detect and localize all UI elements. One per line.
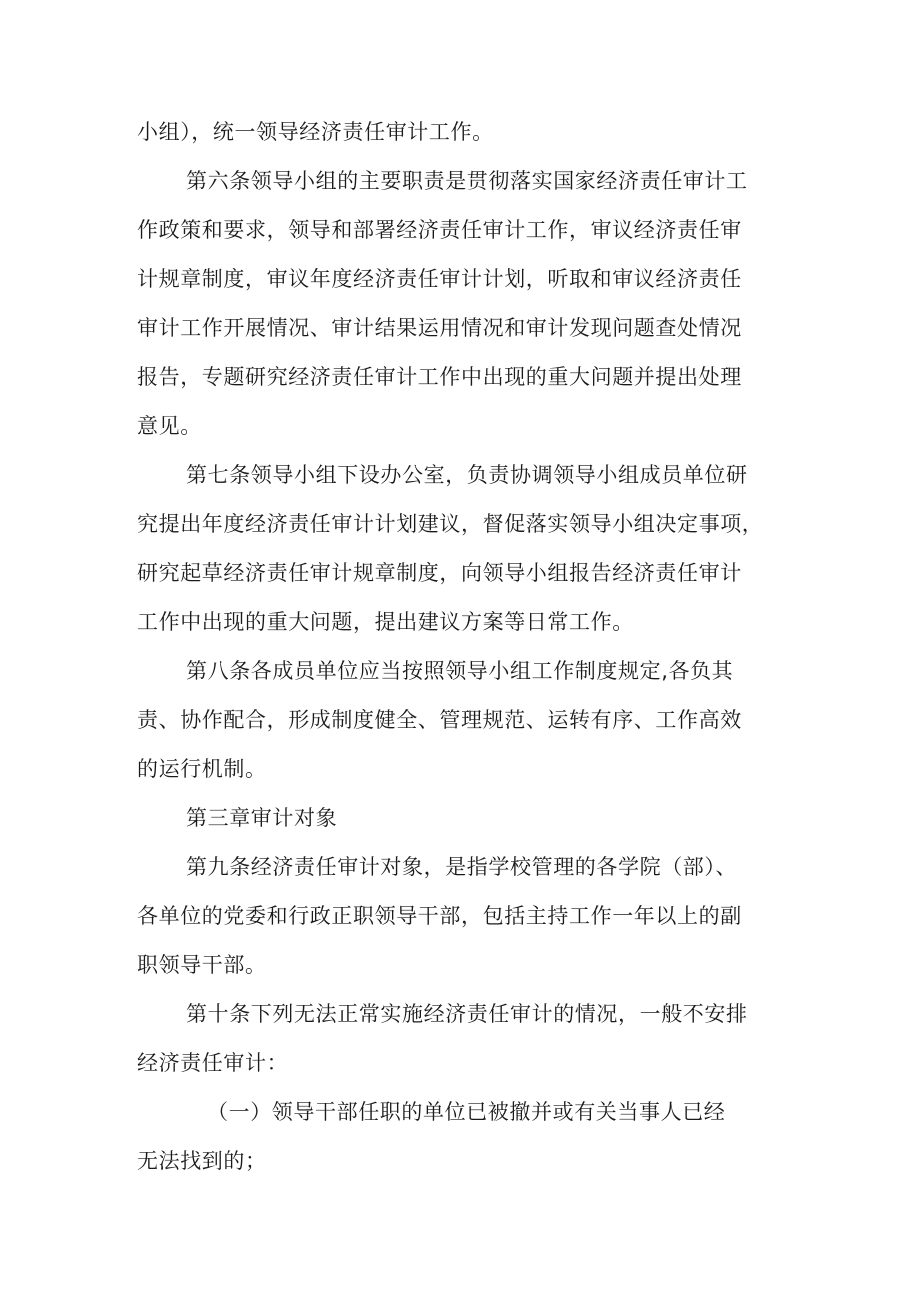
- text-line: 作政策和要求，领导和部署经济责任审计工作，审议经济责任审: [137, 218, 742, 242]
- text-line: 意见。: [137, 414, 202, 438]
- text-line-article-10-heading: 第十条下列无法正常实施经济责任审计的情况，一般不安排: [186, 1002, 748, 1026]
- text-line-article-8-heading: 第八条各成员单位应当按照领导小组工作制度规定,各负其: [186, 659, 734, 683]
- text-line-article-9-heading: 第九条经济责任审计对象，是指学校管理的各学院（部）、: [186, 855, 738, 879]
- text-line: 小组），统一领导经济责任审计工作。: [137, 120, 494, 144]
- chapter-heading: 第三章审计对象: [186, 806, 338, 830]
- text-line: 审计工作开展情况、审计结果运用情况和审计发现问题查处情况: [137, 316, 742, 340]
- text-line: 职领导干部。: [137, 953, 267, 977]
- text-line: 的运行机制。: [137, 757, 267, 781]
- text-line: 究提出年度经济责任审计计划建议，督促落实领导小组决定事项，: [137, 512, 764, 536]
- text-line: 工作中出现的重大问题，提出建议方案等日常工作。: [137, 610, 634, 634]
- text-line: 各单位的党委和行政正职领导干部，包括主持工作一年以上的副: [137, 904, 742, 928]
- text-line: 报告，专题研究经济责任审计工作中出现的重大问题并提出处理: [137, 365, 742, 389]
- list-item-1: （一）领导干部任职的单位已被撤并或有关当事人已经: [207, 1100, 726, 1124]
- text-line-article-6-heading: 第六条领导小组的主要职责是贯彻落实国家经济责任审计工: [186, 169, 748, 193]
- text-line: 经济责任审计：: [137, 1051, 289, 1075]
- text-line: 研究起草经济责任审计规章制度，向领导小组报告经济责任审计: [137, 561, 742, 585]
- document-body: [137, 108, 797, 1186]
- text-line-article-7-heading: 第七条领导小组下设办公室，负责协调领导小组成员单位研: [186, 463, 748, 487]
- text-line: 无法找到的；: [137, 1149, 267, 1173]
- text-line: 计规章制度，审议年度经济责任审计计划，听取和审议经济责任: [137, 267, 742, 291]
- text-line: 责、协作配合，形成制度健全、管理规范、运转有序、工作高效: [137, 708, 742, 732]
